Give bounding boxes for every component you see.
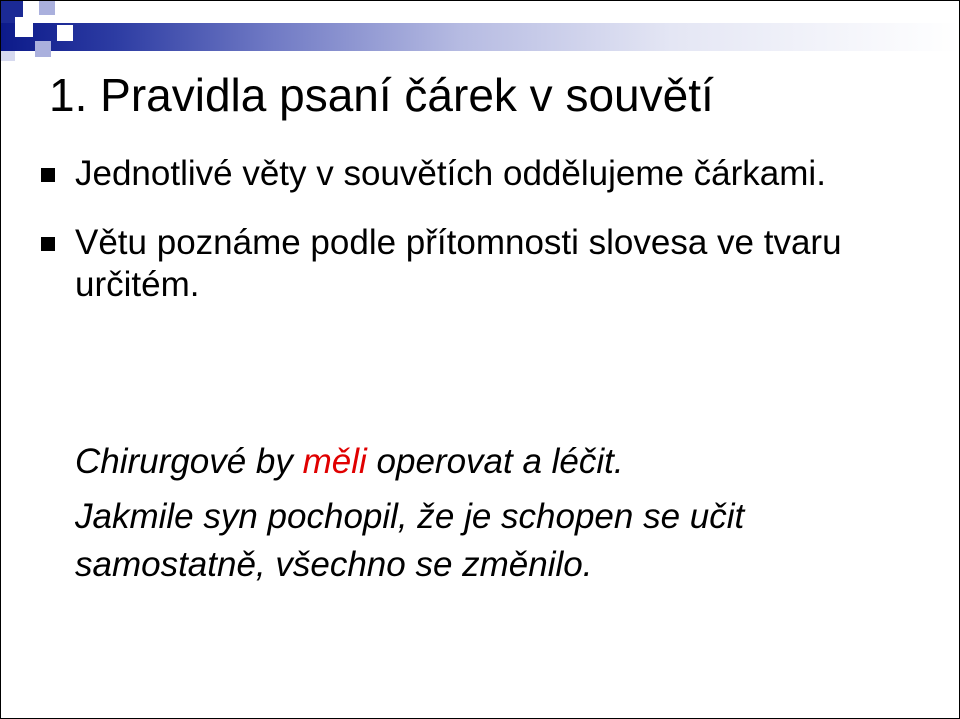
bullet-list — [41, 153, 921, 333]
black-square-bullet-icon — [41, 237, 55, 251]
example-text: operovat a léčit. — [366, 442, 624, 481]
example-sentence-2: Jakmile syn pochopil, že je schopen se učit samostatně, všechno se změnilo. — [75, 497, 745, 584]
header-decoration-square — [57, 25, 73, 41]
header-decoration-square — [55, 1, 73, 23]
example-sentences — [75, 438, 935, 596]
example-text: Chirurgové by — [75, 442, 303, 481]
header-decoration-square — [39, 1, 55, 15]
header-decoration-square — [1, 51, 15, 61]
example-sentence-1 — [75, 438, 935, 486]
header-decoration-square — [15, 17, 33, 37]
bullet-item — [41, 222, 921, 306]
highlighted-verb: měli — [302, 442, 367, 481]
header-gradient-bar — [1, 23, 959, 51]
black-square-bullet-icon — [41, 168, 55, 182]
bullet-text: Jednotlivé věty v souvětích oddělujeme čárkami. — [75, 154, 826, 193]
bullet-text: Větu poznáme podle přítomnosti slovesa ve tvaru určitém. — [75, 223, 842, 304]
slide-title: 1. Pravidla psaní čárek v souvětí — [49, 69, 714, 121]
header-decoration-square — [35, 41, 51, 57]
bullet-item — [41, 153, 921, 195]
